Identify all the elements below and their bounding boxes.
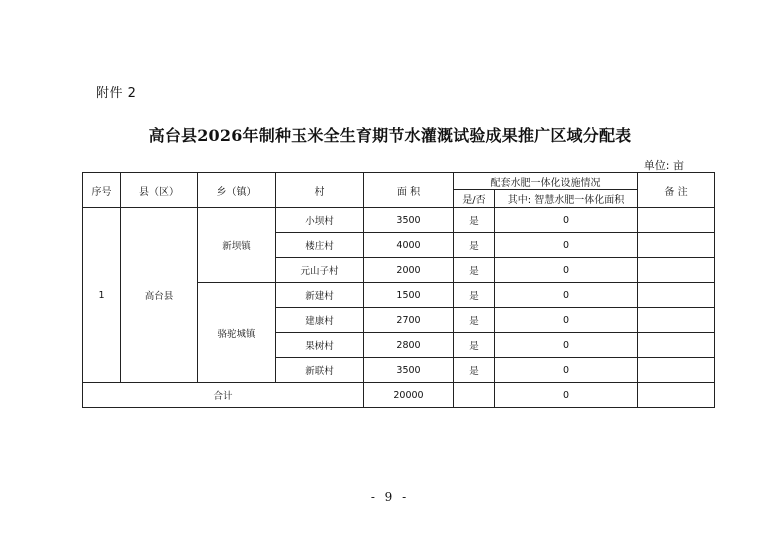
cell-area: 1500 bbox=[364, 283, 454, 308]
document-title: 高台县2026年制种玉米全生育期节水灌溉试验成果推广区域分配表 bbox=[148, 126, 632, 145]
cell-village: 新建村 bbox=[276, 283, 364, 308]
unit-label: 单位: 亩 bbox=[643, 159, 684, 172]
cell-area: 3500 bbox=[364, 208, 454, 233]
cell-village: 建康村 bbox=[276, 308, 364, 333]
cell-remarks bbox=[638, 358, 715, 383]
cell-yes-no: 是 bbox=[454, 283, 495, 308]
cell-village: 新联村 bbox=[276, 358, 364, 383]
cell-township: 骆驼城镇 bbox=[198, 283, 276, 383]
cell-county: 高台县 bbox=[121, 208, 198, 383]
cell-area: 2000 bbox=[364, 258, 454, 283]
cell-yes-no: 是 bbox=[454, 258, 495, 283]
cell-remarks bbox=[638, 333, 715, 358]
table-row bbox=[83, 208, 715, 233]
page-number: - 9 - bbox=[370, 490, 410, 504]
header-seq: 序号 bbox=[83, 173, 121, 208]
cell-smart-area: 0 bbox=[495, 358, 638, 383]
cell-smart-area: 0 bbox=[495, 208, 638, 233]
cell-remarks bbox=[638, 258, 715, 283]
header-remarks: 备 注 bbox=[638, 173, 715, 208]
cell-smart-area: 0 bbox=[495, 258, 638, 283]
cell-village: 果树村 bbox=[276, 333, 364, 358]
header-facility-group: 配套水肥一体化设施情况 bbox=[454, 173, 638, 190]
total-yes-no bbox=[454, 383, 495, 408]
cell-yes-no: 是 bbox=[454, 333, 495, 358]
cell-village: 小坝村 bbox=[276, 208, 364, 233]
cell-area: 2800 bbox=[364, 333, 454, 358]
total-label: 合计 bbox=[83, 383, 364, 408]
attachment-label: 附件 2 bbox=[96, 86, 137, 101]
cell-yes-no: 是 bbox=[454, 308, 495, 333]
cell-village: 楼庄村 bbox=[276, 233, 364, 258]
cell-seq: 1 bbox=[83, 208, 121, 383]
total-smart-area: 0 bbox=[495, 383, 638, 408]
cell-area: 3500 bbox=[364, 358, 454, 383]
cell-remarks bbox=[638, 283, 715, 308]
cell-smart-area: 0 bbox=[495, 283, 638, 308]
cell-remarks bbox=[638, 233, 715, 258]
cell-smart-area: 0 bbox=[495, 308, 638, 333]
cell-village: 元山子村 bbox=[276, 258, 364, 283]
total-area: 20000 bbox=[364, 383, 454, 408]
cell-area: 2700 bbox=[364, 308, 454, 333]
cell-area: 4000 bbox=[364, 233, 454, 258]
cell-remarks bbox=[638, 308, 715, 333]
total-row bbox=[83, 383, 715, 408]
header-area: 面 积 bbox=[364, 173, 454, 208]
cell-yes-no: 是 bbox=[454, 233, 495, 258]
allocation-table bbox=[82, 172, 715, 408]
header-smart-area: 其中: 智慧水肥一体化面积 bbox=[495, 190, 638, 208]
header-county: 县（区） bbox=[121, 173, 198, 208]
total-remarks bbox=[638, 383, 715, 408]
cell-township: 新坝镇 bbox=[198, 208, 276, 283]
cell-yes-no: 是 bbox=[454, 208, 495, 233]
cell-smart-area: 0 bbox=[495, 233, 638, 258]
cell-smart-area: 0 bbox=[495, 333, 638, 358]
header-row-1 bbox=[83, 173, 715, 190]
header-village: 村 bbox=[276, 173, 364, 208]
cell-yes-no: 是 bbox=[454, 358, 495, 383]
header-township: 乡（镇） bbox=[198, 173, 276, 208]
cell-remarks bbox=[638, 208, 715, 233]
header-yes-no: 是/否 bbox=[454, 190, 495, 208]
